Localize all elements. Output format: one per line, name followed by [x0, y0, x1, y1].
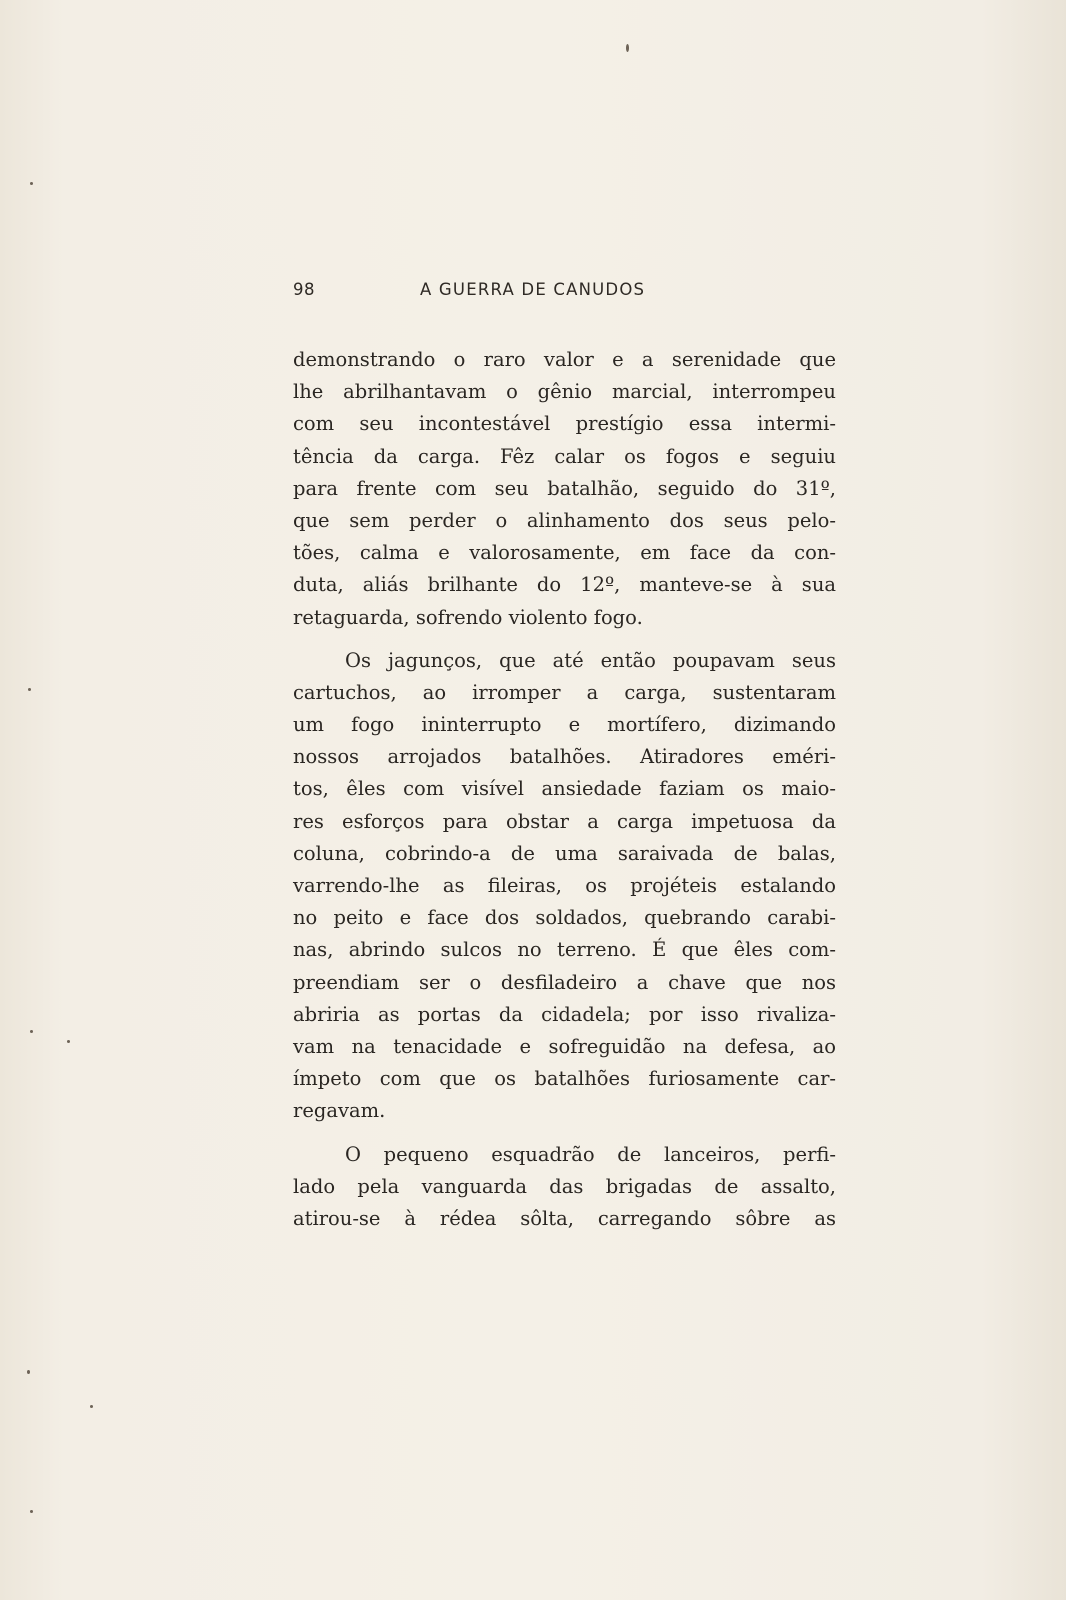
- paragraph: [293, 344, 836, 634]
- paragraph: [293, 1139, 836, 1236]
- book-title: A GUERRA DE CANUDOS: [420, 280, 646, 299]
- text-line: um fogo ininterrupto e mortífero, dizimando: [293, 713, 836, 737]
- text-line: lado pela vanguarda das brigadas de assalto,: [293, 1174, 836, 1198]
- text-line: tos, êles com visível ansiedade faziam os maio-: [293, 777, 836, 801]
- text-line: retaguarda, sofrendo violento fogo.: [293, 605, 643, 629]
- ink-speck: [28, 688, 31, 691]
- page-number: 98: [293, 280, 315, 299]
- text-line: no peito e face dos soldados, quebrando carabi-: [293, 906, 836, 930]
- text-line: preendiam ser o desfiladeiro a chave que nos: [293, 970, 836, 994]
- text-line: Os jagunços, que até então poupavam seus: [345, 648, 836, 672]
- text-line: nossos arrojados batalhões. Atiradores eméri-: [293, 745, 836, 769]
- ink-speck: [90, 1405, 93, 1408]
- text-line: coluna, cobrindo-a de uma saraivada de balas,: [293, 841, 836, 865]
- ink-speck: [30, 1510, 33, 1513]
- running-head: [293, 280, 833, 304]
- text-line: para frente com seu batalhão, seguido do 31º,: [293, 476, 836, 500]
- text-line: res esforços para obstar a carga impetuosa da: [293, 809, 836, 833]
- text-line: lhe abrilhantavam o gênio marcial, interrompeu: [293, 380, 836, 404]
- text-line: ímpeto com que os batalhões furiosamente car-: [293, 1067, 836, 1091]
- ink-speck: [30, 182, 33, 185]
- ink-speck: [67, 1040, 70, 1043]
- ink-speck: [626, 44, 629, 52]
- text-line: varrendo-lhe as fileiras, os projéteis estalando: [293, 874, 836, 897]
- paragraph-gap: [293, 634, 836, 645]
- text-line: que sem perder o alinhamento dos seus pelo-: [293, 508, 836, 532]
- text-line: vam na tenacidade e sofreguidão na defesa, ao: [293, 1034, 836, 1058]
- text-line: duta, aliás brilhante do 12º, manteve-se à sua: [293, 573, 836, 597]
- text-line: O pequeno esquadrão de lanceiros, perfi-: [345, 1142, 836, 1166]
- text-line: regavam.: [293, 1099, 386, 1123]
- text-line: atirou-se à rédea sôlta, carregando sôbre as: [293, 1206, 836, 1230]
- text-line: com seu incontestável prestígio essa intermi-: [293, 412, 836, 436]
- paragraph: [293, 645, 836, 1128]
- ink-speck: [27, 1370, 30, 1374]
- text-line: demonstrando o raro valor e a serenidade que: [293, 348, 836, 371]
- body-text: [293, 344, 836, 1235]
- paragraph-gap: [293, 1128, 836, 1139]
- text-line: tões, calma e valorosamente, em face da con-: [293, 541, 836, 565]
- text-line: cartuchos, ao irromper a carga, sustentaram: [293, 680, 836, 704]
- text-line: abriria as portas da cidadela; por isso rivaliza-: [293, 1002, 836, 1026]
- text-line: nas, abrindo sulcos no terreno. É que êles com-: [293, 938, 836, 962]
- text-line: tência da carga. Fêz calar os fogos e seguiu: [293, 444, 836, 468]
- ink-speck: [30, 1030, 33, 1033]
